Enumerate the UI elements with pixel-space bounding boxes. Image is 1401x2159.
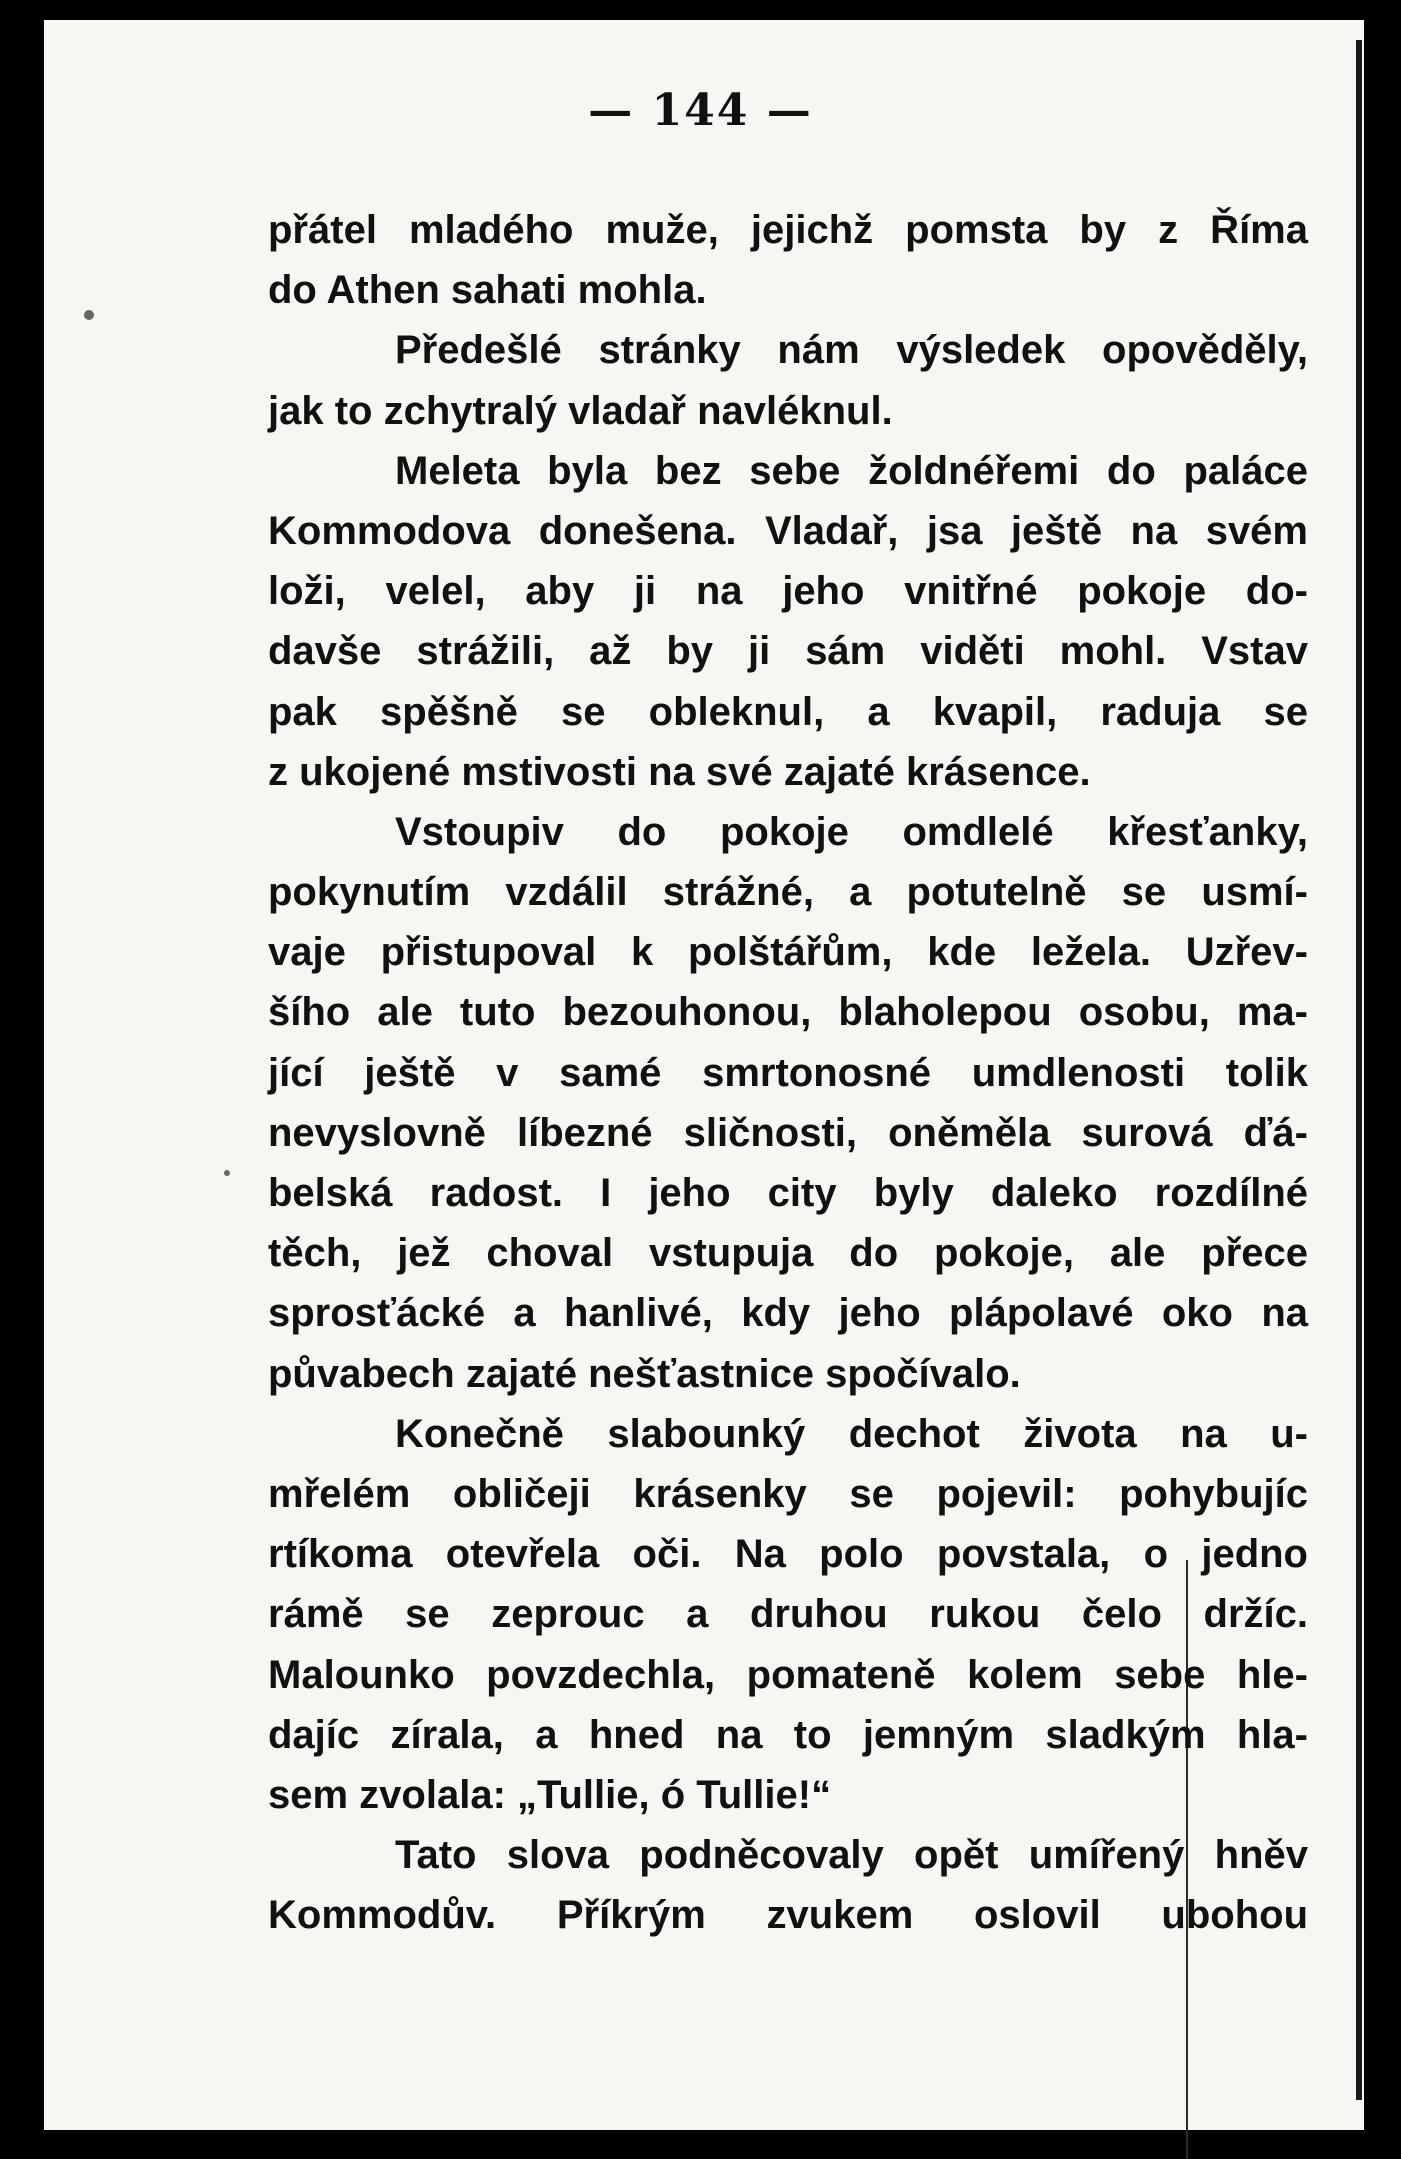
text-line: Konečně slabounký dechot života na u- [395,1411,1308,1456]
speck-mark [224,1170,230,1176]
text-line: davše strážili, až by ji sám viděti mohl. Vstav [268,629,1308,674]
text-line: Kommodův. Příkrým zvukem oslovil ubohou [268,1893,1308,1938]
text-line: sem zvolala: „Tullie, ó Tullie!“ [268,1772,832,1817]
text-line: vaje přistupoval k polštářům, kde ležela. Uzřev- [268,930,1308,975]
text-line: pak spěšně se obleknul, a kvapil, raduja se [268,689,1308,734]
text-line: z ukojené mstivosti na své zajaté krásence. [268,749,1091,794]
text-line: jak to zchytralý vladař navléknul. [268,388,893,433]
text-line: do Athen sahati mohla. [268,268,707,313]
text-line: těch, jež choval vstupuja do pokoje, ale přece [268,1231,1308,1276]
text-line: rámě se zeprouc a druhou rukou čelo držíc. [268,1592,1308,1637]
text-line: rtíkoma otevřela oči. Na polo povstala, o jedno [268,1532,1308,1577]
text-line: Předešlé stránky nám výsledek opověděly, [395,328,1308,373]
text-line: sprosťácké a hanlivé, kdy jeho plápolavé oko na [268,1291,1308,1336]
page-number: — 144 — [588,85,813,136]
text-line: Kommodova donešena. Vladař, jsa ještě na svém [268,508,1308,553]
text-line: mřelém obličeji krásenky se pojevil: pohybujíc [268,1471,1308,1516]
text-line: dajíc zírala, a hned na to jemným sladkým hla- [268,1712,1308,1757]
text-line: Tato slova podněcovaly opět umířený hněv [395,1833,1308,1878]
text-line: belská radost. I jeho city byly daleko rozdílné [268,1171,1308,1215]
text-line: šího ale tuto bezouhonou, blaholepou osobu, ma- [268,990,1308,1035]
text-line: jící ještě v samé smrtonosné umdlenosti tolik [268,1050,1308,1095]
body-text [268,200,1308,1945]
text-line: Malounko povzdechla, pomateně kolem sebe hle- [268,1652,1308,1697]
text-line: loži, velel, aby ji na jeho vnitřné pokoje do- [268,569,1308,614]
text-line: pokynutím vzdálil strážné, a potutelně se usmí- [268,870,1308,915]
text-line: nevyslovně líbezné sličnosti, oněměla surová ďá- [268,1110,1308,1155]
text-line: Vstoupiv do pokoje omdlelé křesťanky, [395,809,1308,854]
page-edge-shadow [1356,40,1362,2100]
text-line: Meleta byla bez sebe žoldnéřemi do paláce [395,448,1308,493]
speck-mark [84,310,94,320]
text-line: půvabech zajaté nešťastnice spočívalo. [268,1351,1021,1396]
text-line: přátel mladého muže, jejichž pomsta by z Říma [268,208,1308,252]
